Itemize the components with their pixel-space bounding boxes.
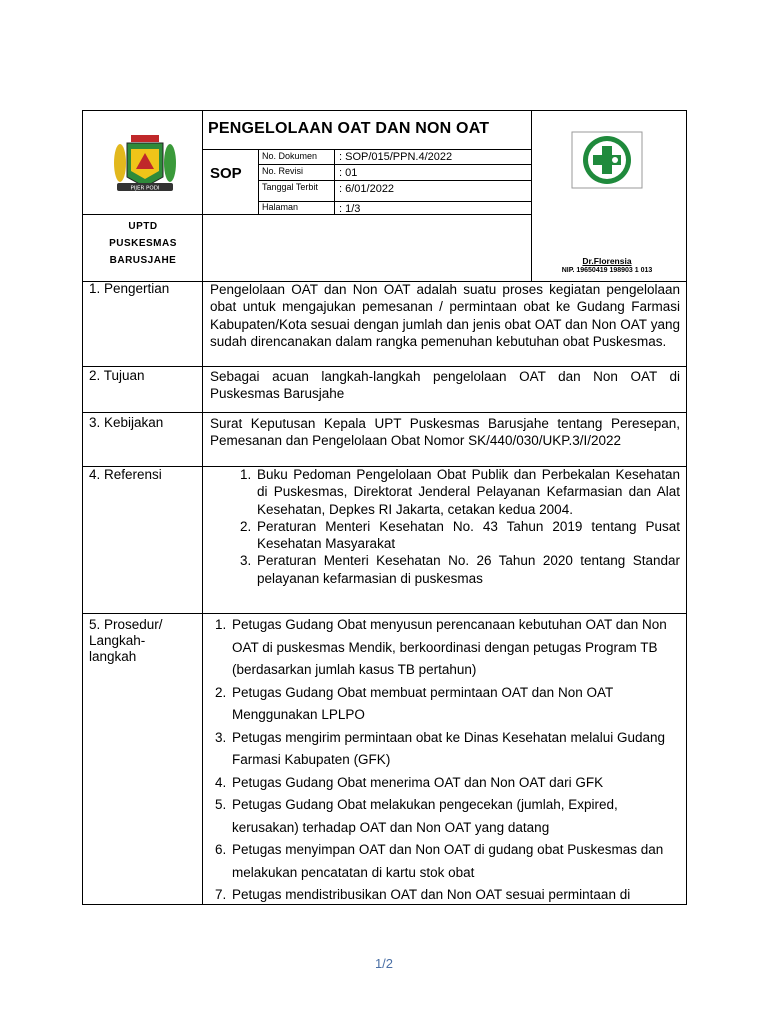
meta-label-tanggal-terbit: Tanggal Terbit: [262, 182, 318, 192]
org-line: UPTD: [128, 221, 158, 232]
section-label-pengertian: 1. Pengertian: [89, 281, 170, 296]
grid-sop-divider: [258, 149, 259, 214]
reference-list: [210, 466, 680, 587]
list-item: 4. Petugas Gudang Obat menerima OAT dan Non OAT dari GFK: [230, 772, 682, 795]
meta-value-no-revisi: : 01: [339, 167, 358, 179]
org-line: BARUSJAHE: [109, 255, 177, 266]
meta-value-halaman: : 1/3: [339, 203, 361, 215]
signatory-name: Dr.Florensia: [582, 256, 632, 266]
section-label-tujuan: 2. Tujuan: [89, 368, 145, 383]
grid-row-divider: [82, 366, 687, 367]
section-label-referensi: 4. Referensi: [89, 467, 162, 482]
procedure-list: [210, 614, 682, 907]
grid-title-bottom: [202, 149, 531, 150]
meta-value-tanggal-terbit: : 6/01/2022: [339, 183, 395, 195]
meta-label-no-revisi: No. Revisi: [262, 166, 304, 176]
organization-name: [84, 218, 202, 269]
label-line: langkah: [89, 649, 137, 664]
list-item: 1. Buku Pedoman Pengelolaan Obat Publik dan Perbekalan Kesehatan di Puskesmas, Direktorat Jenderal Pelayanan Kefarmasian dan Alat Kesehatan, Depkes RI Jakarta, cetakan kedua 2004.: [255, 466, 680, 518]
list-item: 7. Petugas mendistribusikan OAT dan Non OAT sesuai permintaan di: [230, 884, 682, 907]
signatory-nip: NIP. 19650419 198903 1 013: [561, 267, 653, 274]
grid-meta-row: [258, 164, 531, 165]
meta-label-halaman: Halaman: [262, 202, 299, 212]
list-item: 1. Petugas Gudang Obat menyusun perencanaan kebutuhan OAT dan Non OAT di puskesmas Mendik, berkoordinasi dengan petugas Program TB (berdasarkan jumlah kasus TB pertahun): [230, 614, 682, 682]
meta-value-no-dokumen: : SOP/015/PPN.4/2022: [339, 151, 453, 163]
section-label-kebijakan: 3. Kebijakan: [89, 415, 164, 430]
grid-meta-row: [258, 180, 531, 181]
label-line: Langkah-: [89, 633, 146, 648]
grid-col-divider: [202, 110, 203, 905]
page-number: 1/2: [374, 956, 394, 971]
section-text-tujuan: Sebagai acuan langkah-langkah pengelolaan OAT dan Non OAT di Puskesmas Barusjahe: [210, 369, 680, 402]
section-text-pengertian: Pengelolaan OAT dan Non OAT adalah suatu proses kegiatan pengelolaan obat untuk mengajukan pemesanan / permintaan obat ke Gudang Farmasi Kabupaten/Kota sesuai dengan jumlah dan jenis obat OAT dan Non OAT yang sudah direncanakan dalam rangka pemenuhan kebutuhan obat Puskesmas.: [210, 282, 680, 349]
sop-label: SOP: [210, 165, 242, 182]
org-line: PUSKESMAS: [109, 238, 177, 249]
grid-header-row: [82, 214, 531, 215]
section-text-kebijakan: Surat Keputusan Kepala UPT Puskesmas Barusjahe tentang Peresepan, Pemesanan dan Pengelolaan Obat Nomor SK/440/030/UKP.3/I/2022: [210, 416, 680, 449]
list-item: 3. Peraturan Menteri Kesehatan No. 26 Tahun 2020 tentang Standar pelayanan kefarmasian di puskesmas: [255, 552, 680, 587]
list-item: 2. Petugas Gudang Obat membuat permintaan OAT dan Non OAT Menggunakan LPLPO: [230, 682, 682, 727]
puskesmas-logo: [571, 131, 643, 189]
grid-meta-divider: [334, 149, 335, 214]
list-item: 2. Peraturan Menteri Kesehatan No. 43 Tahun 2019 tentang Pusat Kesehatan Masyarakat: [255, 518, 680, 553]
list-item: 3. Petugas mengirim permintaan obat ke Dinas Kesehatan melalui Gudang Farmasi Kabupaten (GFK): [230, 727, 682, 772]
regency-emblem-logo: [103, 127, 187, 197]
grid-row-divider: [82, 412, 687, 413]
list-item: 5. Petugas Gudang Obat melakukan pengecekan (jumlah, Expired, kerusakan) terhadap OAT dan Non OAT yang datang: [230, 794, 682, 839]
label-line: 5. Prosedur/: [89, 617, 163, 632]
section-label-prosedur: [89, 617, 163, 665]
document-title: PENGELOLAAN OAT DAN NON OAT: [208, 120, 490, 137]
list-item: 6. Petugas menyimpan OAT dan Non OAT di gudang obat Puskesmas dan melakukan pencatatan di kartu stok obat: [230, 839, 682, 884]
meta-label-no-dokumen: No. Dokumen: [262, 151, 318, 161]
grid-meta-row: [258, 201, 531, 202]
emblem-motto: PIJER PODI: [130, 185, 160, 192]
